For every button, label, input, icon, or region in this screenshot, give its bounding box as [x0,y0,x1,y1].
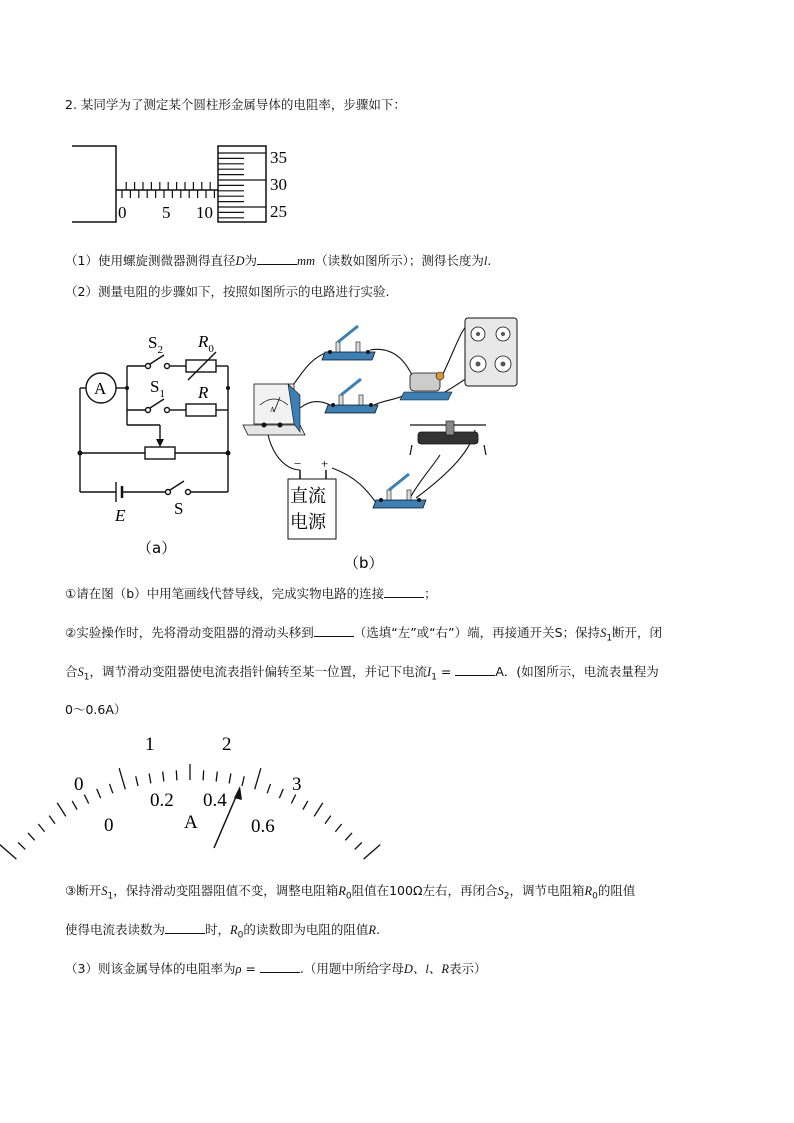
part3-eq: = [241,961,260,976]
answer-blank-resistivity[interactable] [260,960,300,973]
power-label-1: 直流 [290,486,326,507]
step3-line2 [65,920,380,941]
step3-l2-R2: R [368,923,377,937]
step3-l1c: 阻值在100Ω左右，再闭合 [351,883,498,898]
answer-blank-reading[interactable] [165,921,205,934]
step3-l1d: ，调节电阻箱 [509,883,585,898]
step3-l1a: ③断开 [65,883,102,898]
ammeter-symbol-label: A [94,379,107,398]
part1-prefix: （1）使用螺旋测微器测得直径 [65,253,236,268]
dial-tick [279,789,283,798]
label-S: S [174,499,184,518]
step3-l1e: 的阻值 [597,883,636,898]
label-E: E [115,506,126,525]
label-S1-sub: 1 [159,388,165,400]
step3-l2-R: R [230,923,238,937]
power-label-2: 电源 [290,512,326,533]
dial-tick [136,776,138,786]
micrometer-main-label-10: 10 [196,203,213,222]
step3-l1-S-sub: 1 [107,891,114,902]
part1-suffix: （读数如图所示）；测得长度为 [315,253,484,268]
dial-top-2: 2 [222,734,232,755]
step2-l2-S-sub: 1 [83,672,90,683]
label-S2-sub: 2 [157,344,163,356]
dial-tick [0,845,16,859]
dial-tick [109,784,112,793]
dial-bottom-0.4: 0.4 [203,790,227,811]
dial-tick [325,816,331,824]
label-R: R [198,383,209,402]
micrometer-main-label-5: 5 [162,203,171,222]
dial-tick [203,770,204,780]
step3-l1-S: S [101,884,108,898]
dial-tick [335,824,341,832]
step3-l1-R2-sub: 0 [592,891,598,902]
label-S2: S [148,333,158,352]
micrometer-main-label-0: 0 [118,203,127,222]
part2-line: （2）测量电阻的步骤如下，按照如图所示的电路进行实验. [65,284,390,299]
dial-bottom-0.6: 0.6 [251,816,275,837]
dial-bottom-0.2: 0.2 [150,790,174,811]
step2-l2-S: S [77,665,84,679]
dial-tick [57,803,66,816]
dial-tick [267,784,270,793]
dial-tick [149,774,151,784]
dial-tick [176,770,177,780]
dial-tick [38,824,44,832]
step3-l2c: 的读数即为电阻的阻值 [243,922,369,937]
step2-l2-eq: = [436,664,456,679]
step2-l1b: （选填“左”或“右”）端，再接通开关S；保持 [353,625,601,640]
dial-tick [28,833,35,840]
step3-l2b: 时， [205,922,231,937]
step3-l2a: 使得电流表读数为 [65,922,166,937]
step2-l1-S-sub: 1 [606,633,613,644]
power-plus: + [321,456,329,471]
dial-top-0: 0 [74,774,84,795]
label-R0-sub: 0 [208,343,214,355]
part3-line [65,959,487,977]
dial-tick [345,833,352,840]
micrometer-thimble-label-35: 35 [270,148,287,167]
step3-l2-R-sub: 0 [237,930,244,941]
dial-tick [163,772,164,782]
micrometer-thimble-label-25: 25 [270,202,287,221]
micrometer-thimble-label-30: 30 [270,175,287,194]
step2-l1c: 断开，闭 [612,625,663,640]
var-D: D [235,254,245,268]
dial-tick [72,801,77,810]
dial-tick [303,801,308,810]
step3-l1-R: R [338,884,346,898]
dial-tick [291,795,295,804]
caption-b: （b） [344,554,384,572]
dial-tick [49,816,55,824]
step3-l1-R-sub: 0 [345,891,352,902]
step2-l1a: ②实验操作时，先将滑动变阻器的滑动头移到 [65,625,314,640]
step2-l1-S: S [600,626,607,640]
step1-text: ①请在图（b）中用笔画线代替导线，完成实物电路的连接 [65,586,385,601]
step2-l2b: ，调节滑动变阻器使电流表指针偏转至某一位置，并记下电流 [89,664,428,679]
step3-l1-S2: S [497,884,504,898]
dial-tick [314,803,323,816]
step3-l1b: ，保持滑动变阻器阻值不变，调整电阻箱 [113,883,339,898]
dial-tick [229,774,231,784]
var-l: l [483,254,488,268]
var-rho: ρ [235,962,242,976]
label-S1: S [150,377,160,396]
label-R0: R [198,332,209,351]
caption-a: （a） [137,539,177,557]
dial-tick [242,776,244,786]
dial-tick [255,768,261,789]
dial-tick [119,768,125,789]
question-intro: 2. 某同学为了测定某个圆柱形金属导体的电阻率，步骤如下： [65,97,406,112]
step2-l2-I-sub: 1 [431,672,437,683]
power-minus: − [294,456,302,471]
part3-end: 表示） [449,961,487,976]
step3-l1-S2-sub: 2 [503,891,510,902]
part3-suffix: .（用题中所给字母 [299,961,404,976]
step2-l2a: 合 [65,664,78,679]
part1-mid: 为 [244,253,258,268]
dial-tick [18,842,25,849]
dial-top-1: 1 [145,734,155,755]
dial-tick [97,789,101,798]
dial-tick [84,795,88,804]
step2-line3: 0～0.6A） [65,702,127,717]
part1-end: . [487,253,492,268]
part3-prefix: （3）则该金属导体的电阻率为 [65,961,236,976]
dial-tick [364,845,381,859]
step1-end: ； [424,586,437,601]
ammeter-device-label: A [270,406,276,414]
dial-tick [216,772,217,782]
step3-l2-end: . [376,922,381,937]
part3-letters: D、l、R [403,962,450,976]
dial-unit: A [184,812,198,833]
step2-l2c: A．(如图所示，电流表量程为 [495,664,659,679]
dial-tick [355,842,362,849]
step3-line1 [65,881,635,902]
step2-l2-I: I [427,665,432,679]
unit-mm: mm [297,254,316,268]
step3-l1-R2: R [584,884,593,898]
dial-top-3: 3 [292,774,302,795]
dial-bottom-0: 0 [104,815,114,836]
